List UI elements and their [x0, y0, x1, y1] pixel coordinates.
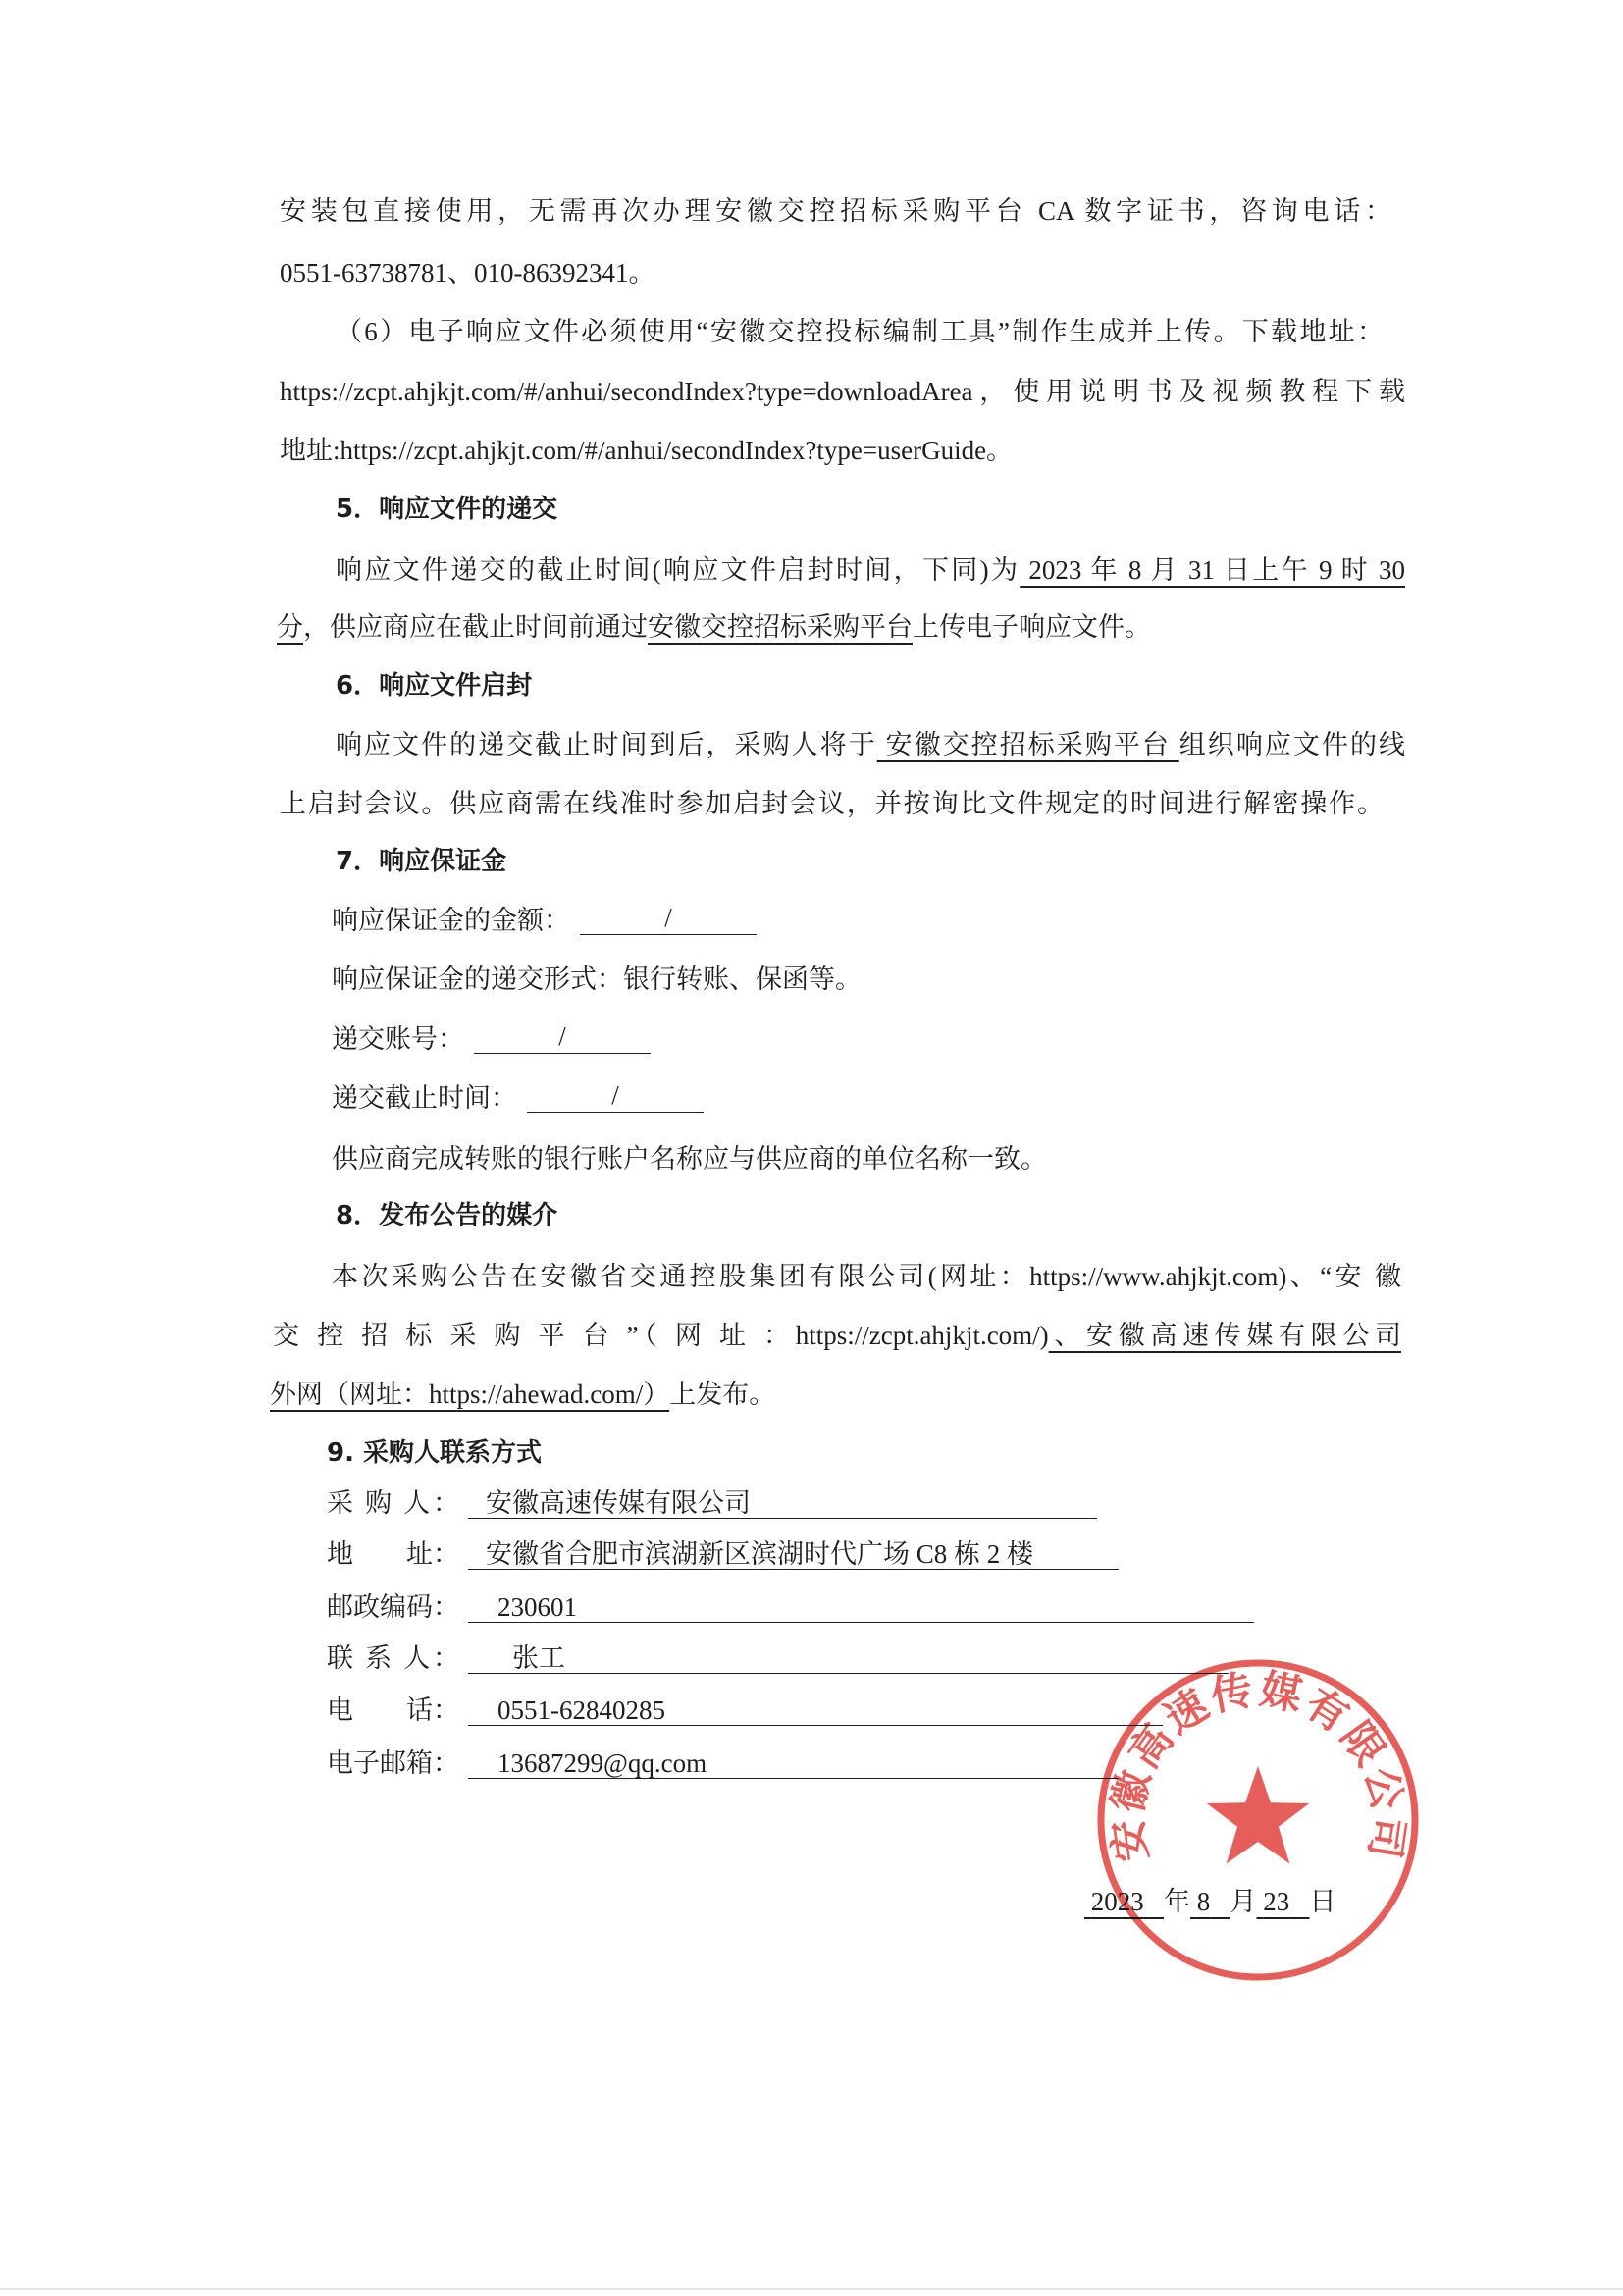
platform-name-underlined: 安徽交控招标采购平台	[648, 612, 913, 642]
media-name-underlined: 、安徽高速传媒有限公司	[1048, 1321, 1401, 1350]
contact-label: 地 址：	[327, 1539, 459, 1569]
contact-row-email	[327, 1744, 707, 1783]
deposit-note: 供应商完成转账的银行账户名称应与供应商的单位名称一致。	[332, 1144, 1047, 1174]
date-year-unit: 年	[1164, 1887, 1190, 1916]
section5-text: 上传电子响应文件。	[913, 612, 1151, 642]
deposit-account-row	[332, 1019, 1215, 1059]
section8-text: 交 控 招 标 采 购 平 台 ”（ 网 址 ：https://zcpt.ahjkjt.com/)	[273, 1321, 1049, 1350]
date-day: 23	[1263, 1887, 1290, 1916]
contact-value: 张工	[468, 1639, 1229, 1674]
platform-name-underlined: 安徽交控招标采购平台	[876, 730, 1179, 759]
deposit-deadline-value: /	[527, 1078, 704, 1113]
section6-line-1	[336, 725, 1405, 764]
contact-row-postcode	[327, 1588, 577, 1627]
section8-heading: 8．发布公告的媒介	[336, 1201, 558, 1230]
date-month: 8	[1196, 1887, 1211, 1916]
deposit-amount-label: 响应保证金的金额：	[332, 906, 570, 935]
deadline-underlined-end: 分	[277, 612, 303, 642]
seal-text-path: 安徽高速传媒有限公司	[1102, 1664, 1414, 1865]
section6-heading: 6．响应文件启封	[336, 671, 533, 701]
intro-line-2: 0551-63738781、010-86392341。	[280, 258, 655, 287]
section9-heading: 9. 采购人联系方式	[327, 1438, 543, 1468]
deadline-underlined: 2023 年 8 月 31 日上午 9 时 30	[1020, 555, 1406, 585]
deposit-amount-value: /	[580, 901, 757, 935]
contact-row-phone	[327, 1691, 665, 1730]
contact-value: 13687299@qq.com	[468, 1744, 1119, 1779]
contact-label: 邮政编码：	[327, 1592, 459, 1622]
intro-line-1: 安装包直接使用，无需再次办理安徽交控招标采购平台 CA 数字证书，咨询电话：	[280, 196, 1391, 226]
deposit-account-value: /	[474, 1019, 651, 1054]
item6-line-2: https://zcpt.ahjkjt.com/#/anhui/secondIndex?type=downloadArea，使用说明书及视频教程下载	[280, 377, 1405, 406]
item6-line-3: 地址:https://zcpt.ahjkjt.com/#/anhui/secondIndex?type=userGuide。	[280, 436, 1014, 465]
section5-line-1	[336, 550, 1405, 590]
contact-value: 230601	[468, 1588, 1254, 1623]
contact-value: 安徽省合肥市滨湖新区滨湖时代广场 C8 栋 2 楼	[468, 1535, 1119, 1570]
contact-label: 联 系 人：	[327, 1644, 459, 1673]
contact-value: 0551-62840285	[468, 1691, 1163, 1726]
company-seal	[1086, 1648, 1430, 1992]
section8-line-1: 本次采购公告在安徽省交通控股集团有限公司(网址：https://www.ahjkjt.com)、“安 徽	[332, 1262, 1401, 1291]
contact-row-purchaser	[327, 1484, 751, 1523]
section8-line-2	[273, 1316, 1401, 1355]
section5-heading: 5．响应文件的递交	[336, 495, 558, 524]
contact-row-person	[327, 1639, 565, 1678]
deposit-amount-row	[332, 901, 1215, 940]
contact-row-address	[327, 1535, 1034, 1574]
media-url-underlined: 外网（网址：https://ahewad.com/）	[270, 1380, 670, 1409]
deposit-deadline-label: 递交截止时间：	[332, 1083, 517, 1113]
date-year: 2023	[1090, 1887, 1144, 1916]
section6-line-2: 上启封会议。供应商需在线准时参加启封会议，并按询比文件规定的时间进行解密操作。	[280, 789, 1384, 818]
section7-heading: 7．响应保证金	[336, 847, 507, 876]
deposit-deadline-row	[332, 1078, 1215, 1118]
date-month-unit: 月	[1230, 1887, 1257, 1916]
section8-line-3	[270, 1375, 1398, 1414]
contact-label: 采 购 人：	[327, 1488, 459, 1518]
contact-value: 安徽高速传媒有限公司	[468, 1484, 1097, 1519]
contact-label: 电子邮箱：	[327, 1748, 459, 1778]
section6-text: 响应文件的递交截止时间到后，采购人将于	[336, 730, 877, 759]
page-edge-line	[0, 2288, 1623, 2290]
section5-text: ，供应商应在截止时间前通过	[303, 612, 648, 642]
contact-label: 电 话：	[327, 1696, 459, 1725]
section8-text: 上发布。	[669, 1380, 776, 1409]
section6-text: 组织响应文件的线	[1178, 730, 1406, 759]
section5-line-2	[277, 607, 1405, 647]
deposit-form-line: 响应保证金的递交形式：银行转账、保函等。	[332, 965, 862, 994]
date-day-unit: 日	[1309, 1887, 1336, 1916]
item6-line-1: （6）电子响应文件必须使用“安徽交控投标编制工具”制作生成并上传。下载地址：	[336, 317, 1384, 346]
section5-text: 响应文件递交的截止时间(响应文件启封时间，下同)为	[336, 555, 1021, 585]
star-icon	[1207, 1766, 1310, 1864]
deposit-account-label: 递交账号：	[332, 1024, 464, 1054]
